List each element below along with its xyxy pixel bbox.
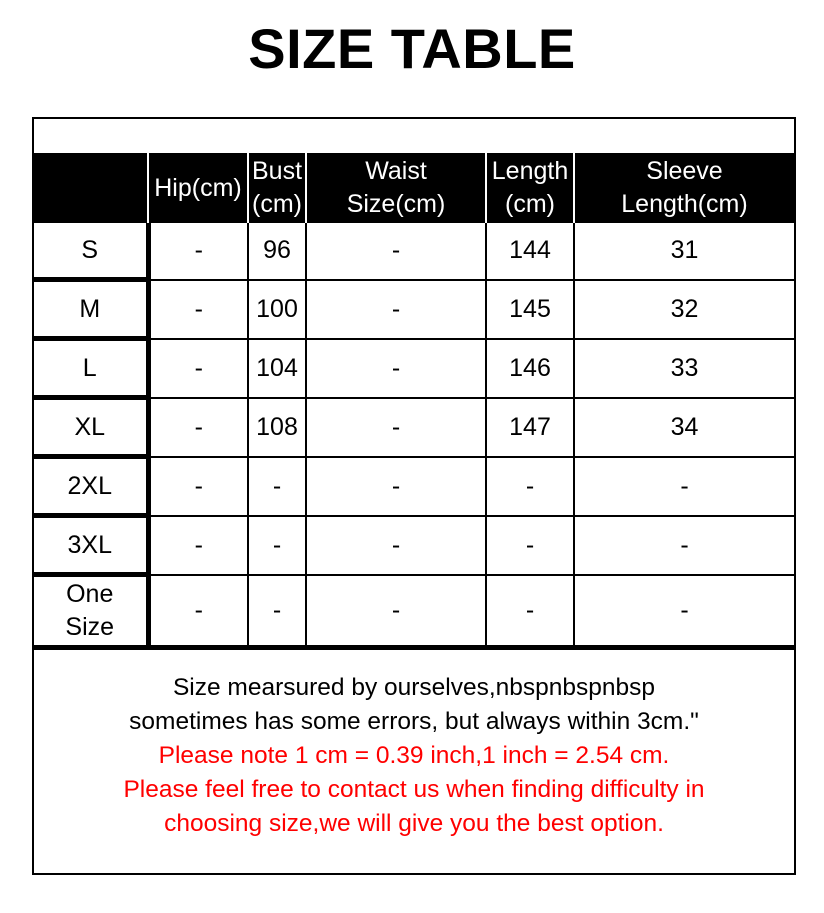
header-length-unit: (cm) (505, 190, 555, 218)
bust-cell: - (248, 457, 306, 516)
bust-cell: - (248, 575, 306, 648)
hip-cell: - (148, 457, 248, 516)
header-size (34, 153, 148, 223)
header-waist-label: Waist (365, 157, 427, 185)
header-waist-unit: Size(cm) (346, 190, 446, 218)
length-cell: 146 (486, 339, 574, 398)
waist-cell: - (306, 516, 486, 575)
header-sleeve (574, 153, 794, 223)
header-hip-label: Hip(cm) (154, 173, 242, 202)
size-cell: L (34, 339, 148, 398)
size-cell: M (34, 280, 148, 339)
header-bust (248, 153, 306, 223)
sleeve-cell: 33 (574, 339, 794, 398)
table-row (34, 280, 794, 339)
table-row (34, 457, 794, 516)
page-title: SIZE TABLE (248, 17, 576, 80)
size-cell-line2: Size (65, 613, 115, 641)
waist-cell: - (306, 398, 486, 457)
hip-cell: - (148, 339, 248, 398)
waist-cell: - (306, 280, 486, 339)
note-conversion: Please note 1 cm = 0.39 inch,1 inch = 2.54 cm. (158, 742, 670, 769)
bust-cell: 100 (248, 280, 306, 339)
length-cell: 147 (486, 398, 574, 457)
sleeve-cell: - (574, 457, 794, 516)
waist-cell: - (306, 575, 486, 648)
length-cell: - (486, 457, 574, 516)
sleeve-cell: - (574, 575, 794, 648)
table-row (34, 575, 794, 648)
header-hip (148, 153, 248, 223)
size-cell: 3XL (34, 516, 148, 575)
table-row (34, 398, 794, 457)
size-cell: 2XL (34, 457, 148, 516)
header-sleeve-unit: Length(cm) (621, 190, 748, 218)
sleeve-cell: 31 (574, 223, 794, 280)
sleeve-cell: 34 (574, 398, 794, 457)
size-cell: XL (34, 398, 148, 457)
bust-cell: 104 (248, 339, 306, 398)
length-cell: - (486, 516, 574, 575)
note-contact: Please feel free to contact us when finding difficulty in (123, 776, 705, 803)
waist-cell: - (306, 339, 486, 398)
waist-cell: - (306, 223, 486, 280)
header-bust-unit: (cm) (252, 190, 302, 218)
table-row (34, 339, 794, 398)
bust-cell: 96 (248, 223, 306, 280)
hip-cell: - (148, 575, 248, 648)
hip-cell: - (148, 516, 248, 575)
hip-cell: - (148, 223, 248, 280)
header-bust-label: Bust (251, 157, 303, 185)
header-length-label: Length (491, 157, 569, 185)
note-errors: sometimes has some errors, but always within 3cm." (129, 708, 699, 735)
bust-cell: - (248, 516, 306, 575)
length-cell: - (486, 575, 574, 648)
header-sleeve-label: Sleeve (646, 157, 723, 185)
size-table-frame (32, 117, 796, 875)
length-cell: 145 (486, 280, 574, 339)
size-table (34, 153, 794, 650)
size-cell-line1: One (66, 580, 114, 608)
bust-cell: 108 (248, 398, 306, 457)
table-row (34, 223, 794, 280)
header-row (34, 153, 794, 223)
note-measured: Size mearsured by ourselves,nbspnbspnbsp (172, 674, 656, 701)
hip-cell: - (148, 398, 248, 457)
length-cell: 144 (486, 223, 574, 280)
sleeve-cell: 32 (574, 280, 794, 339)
waist-cell: - (306, 457, 486, 516)
size-notes (34, 671, 794, 841)
size-cell (34, 575, 148, 648)
note-option: choosing size,we will give you the best option. (164, 810, 664, 837)
header-waist (306, 153, 486, 223)
sleeve-cell: - (574, 516, 794, 575)
size-cell: S (34, 223, 148, 280)
hip-cell: - (148, 280, 248, 339)
table-row (34, 516, 794, 575)
header-length (486, 153, 574, 223)
